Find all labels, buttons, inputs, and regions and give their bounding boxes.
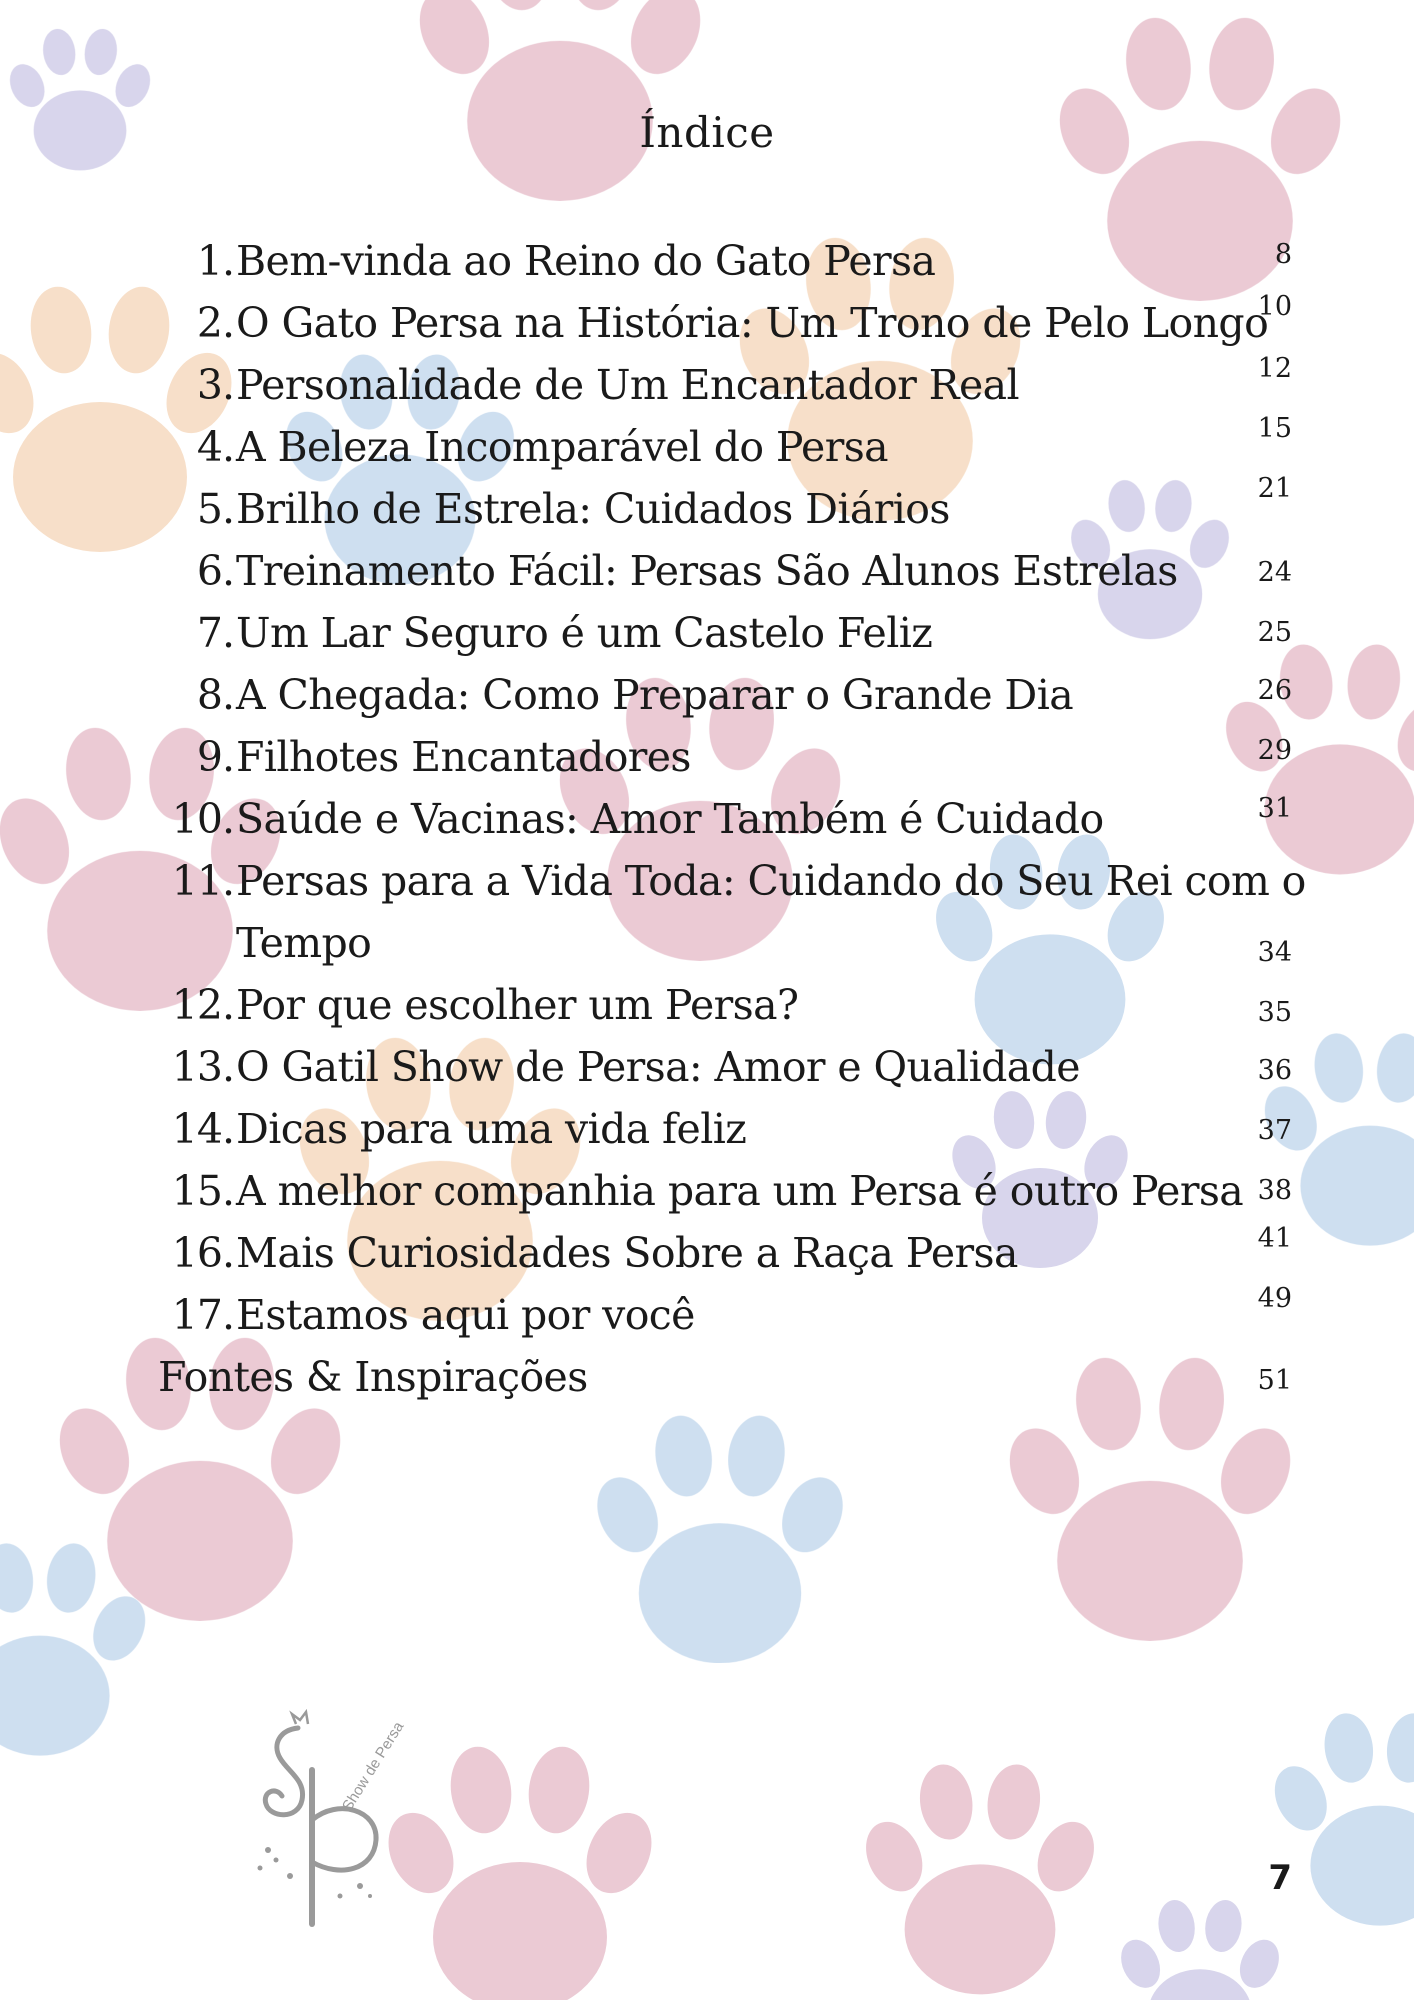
entry-number: 13. — [171, 1043, 234, 1091]
entry-title: A melhor companhia para um Persa é outro Persa — [236, 1167, 1244, 1215]
entry-number: 6. — [196, 547, 234, 595]
entry-title: Mais Curiosidades Sobre a Raça Persa — [236, 1229, 1018, 1277]
toc-entry[interactable] — [0, 1160, 1414, 1222]
entry-title: Filhotes Encantadores — [236, 733, 691, 781]
entry-number: 14. — [171, 1105, 234, 1153]
entry-title: Um Lar Seguro é um Castelo Feliz — [236, 609, 933, 657]
entry-number: 16. — [171, 1229, 234, 1277]
entry-number: 12. — [171, 981, 234, 1029]
entry-title-line1: Persas para a Vida Toda: Cuidando do Seu Rei com o — [236, 857, 1306, 905]
entry-title: O Gatil Show de Persa: Amor e Qualidade — [236, 1043, 1080, 1091]
entry-page-number: 36 — [1257, 1055, 1292, 1086]
toc-entry[interactable] — [0, 540, 1414, 602]
entry-page-number: 34 — [1257, 937, 1292, 968]
toc-entry-sources[interactable] — [0, 1346, 1414, 1408]
entry-title: Dicas para uma vida feliz — [236, 1105, 747, 1153]
entry-title: A Beleza Incomparável do Persa — [236, 423, 888, 471]
entry-page-number: 25 — [1257, 617, 1292, 648]
entry-page-number: 24 — [1257, 557, 1292, 588]
entry-title: Brilho de Estrela: Cuidados Diários — [236, 485, 950, 533]
logo-text: Show de Persa — [338, 1718, 408, 1815]
show-de-persa-logo — [220, 1700, 420, 1930]
page-title: Índice — [639, 108, 775, 157]
toc-entry[interactable] — [0, 1222, 1414, 1284]
sources-title: Fontes & Inspirações — [158, 1353, 588, 1401]
entry-page-number: 29 — [1257, 735, 1292, 766]
toc-entry[interactable] — [0, 473, 1414, 540]
entry-page-number: 31 — [1257, 793, 1292, 824]
toc-entry[interactable] — [0, 664, 1414, 726]
entry-page-number: 10 — [1257, 291, 1292, 322]
entry-page-number: 51 — [1257, 1365, 1292, 1396]
entry-title-line2: Tempo — [236, 919, 372, 967]
toc-entry[interactable] — [0, 602, 1414, 664]
toc-entry[interactable] — [0, 1098, 1414, 1160]
entry-page-number: 26 — [1257, 675, 1292, 706]
entry-title: Treinamento Fácil: Persas São Alunos Estrelas — [236, 547, 1178, 595]
entry-title: Saúde e Vacinas: Amor Também é Cuidado — [236, 795, 1104, 843]
entry-page-number: 15 — [1257, 413, 1292, 444]
entry-page-number: 35 — [1257, 997, 1292, 1028]
toc-entry[interactable] — [0, 1284, 1414, 1346]
toc-entry[interactable] — [0, 788, 1414, 850]
entry-number: 17. — [171, 1291, 234, 1339]
entry-number: 11. — [171, 857, 234, 905]
toc-entry[interactable] — [0, 292, 1414, 354]
entry-number: 7. — [196, 609, 234, 657]
entry-title: Por que escolher um Persa? — [236, 981, 799, 1029]
entry-number: 15. — [171, 1167, 234, 1215]
entry-title: Estamos aqui por você — [236, 1291, 695, 1339]
entry-page-number: 12 — [1257, 353, 1292, 384]
toc-entry[interactable] — [0, 974, 1414, 1036]
entry-page-number: 37 — [1257, 1115, 1292, 1146]
entry-page-number: 8 — [1274, 239, 1292, 270]
entry-number: 1. — [196, 237, 234, 285]
entry-number: 9. — [196, 733, 234, 781]
page-number: 7 — [1268, 1858, 1292, 1898]
toc-entry[interactable] — [0, 1036, 1414, 1098]
entry-page-number: 38 — [1257, 1175, 1292, 1206]
toc-entry[interactable] — [0, 726, 1414, 788]
entry-number: 8. — [196, 671, 234, 719]
entry-number: 5. — [196, 485, 234, 533]
entry-number: 3. — [196, 361, 234, 409]
toc-entry[interactable] — [0, 413, 1414, 478]
entry-title: Personalidade de Um Encantador Real — [236, 361, 1019, 409]
toc-entry[interactable] — [0, 850, 1414, 912]
entry-page-number: 41 — [1257, 1223, 1292, 1254]
entry-title: O Gato Persa na História: Um Trono de Pelo Longo — [236, 299, 1269, 347]
entry-number: 2. — [196, 299, 234, 347]
toc-entry[interactable] — [0, 230, 1414, 292]
entry-title: Bem-vinda ao Reino do Gato Persa — [236, 237, 936, 285]
entry-title: A Chegada: Como Preparar o Grande Dia — [236, 671, 1074, 719]
toc-entry-continued[interactable] — [0, 912, 1414, 974]
entry-page-number: 49 — [1257, 1283, 1292, 1314]
entry-number: 10. — [171, 795, 234, 843]
entry-number: 4. — [196, 423, 234, 471]
toc-entry[interactable] — [0, 354, 1414, 416]
entry-page-number: 21 — [1257, 473, 1292, 504]
